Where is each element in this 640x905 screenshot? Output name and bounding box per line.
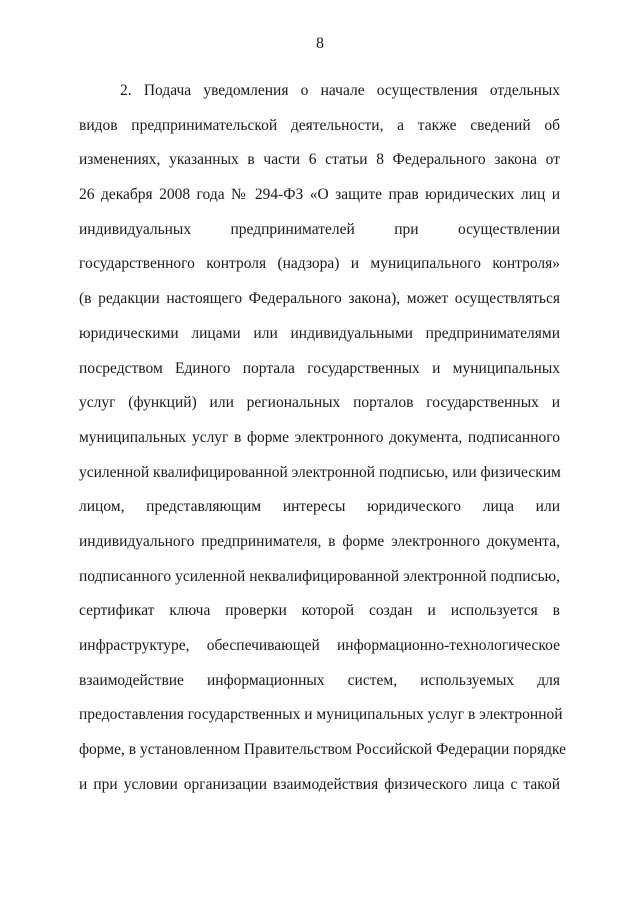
paragraph-line: усиленной квалифицированной электронной подписью, или физическим: [79, 463, 561, 481]
paragraph-line: изменениях, указанных в части 6 статьи 8 Федерального закона от: [79, 151, 560, 169]
paragraph-line: 2. Подача уведомления о начале осуществления отдельных: [120, 82, 560, 99]
paragraph-line: посредством Единого портала государственных и муниципальных: [79, 359, 560, 377]
paragraph-line: услуг (функций) или региональных порталов государственных и: [79, 394, 560, 412]
paragraph-line: 26 декабря 2008 года № 294-ФЗ «О защите прав юридических лиц и: [79, 186, 560, 204]
paragraph-line: муниципальных услуг в форме электронного документа, подписанного: [79, 428, 560, 446]
paragraph-line: форме, в установленном Правительством Российской Федерации порядке: [79, 741, 566, 759]
paragraph-line: государственного контроля (надзора) и муниципального контроля»: [79, 255, 560, 273]
paragraph-line: предоставления государственных и муниципальных услуг в электронной: [79, 706, 563, 724]
paragraph-line: инфраструктуре, обеспечивающей информационно-технологическое: [79, 637, 560, 654]
paragraph-line: и при условии организации взаимодействия физического лица с такой: [79, 775, 560, 793]
paragraph-line: индивидуального предпринимателя, в форме электронного документа,: [79, 532, 560, 550]
paragraph-line: (в редакции настоящего Федерального закона), может осуществляться: [79, 290, 560, 308]
page-number: 8: [316, 35, 324, 52]
paragraph-line: юридическими лицами или индивидуальными предпринимателями: [79, 324, 560, 342]
paragraph-line: видов предпринимательской деятельности, а также сведений об: [79, 116, 560, 134]
paragraph-line: лицом, представляющим интересы юридического лица или: [79, 498, 560, 516]
paragraph-line: сертификат ключа проверки которой создан и используется в: [79, 602, 560, 620]
paragraph-line: подписанного усиленной неквалифицированной электронной подписью,: [79, 567, 560, 585]
paragraph-line: индивидуальных предпринимателей при осуществлении: [79, 220, 560, 238]
paragraph-line: взаимодействие информационных систем, используемых для: [79, 671, 560, 689]
paragraph: [79, 79, 566, 807]
